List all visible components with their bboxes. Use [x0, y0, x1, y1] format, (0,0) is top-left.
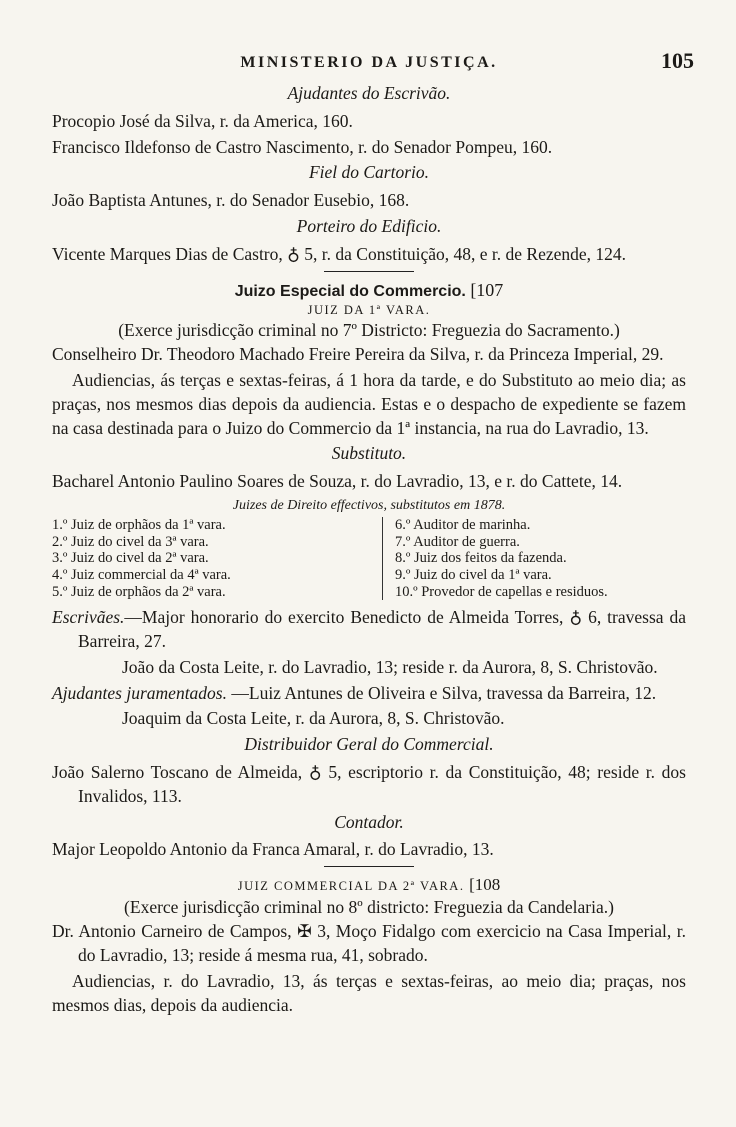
juizo-title-text: Juizo Especial do Commercio. — [234, 282, 466, 300]
entry-escrivaes — [52, 606, 686, 654]
audiencias-vara-1: Audiencias, ás terças e sextas-feiras, á 1 hora da tarde, e do Substituto ao meio dia; as praças, nos mesmos dias depois da audiencia. Estas e o despacho de expediente se fazem na casa destinada para o Juizo do Commercio da 1ª instancia, na rua do Lavradio, 13. — [52, 369, 686, 438]
list-item: 4.º Juiz commercial da 4ª vara. — [52, 566, 231, 583]
page-title: MINISTERIO DA JUSTIÇA. — [240, 54, 498, 71]
entry-ajudantes-juramentados — [52, 682, 686, 706]
vara-2-ref: [108 — [469, 875, 501, 895]
list-item: 8.º Juiz dos feitos da fazenda. — [395, 550, 567, 567]
juizes-list — [52, 517, 686, 600]
entry-distribuidor: João Salerno Toscano de Almeida, ♁ 5, escriptorio r. da Constituição, 48; reside r. dos Invalidos, 113. — [52, 762, 686, 806]
page-number: 105 — [661, 48, 694, 73]
heading-vara-2 — [52, 873, 686, 896]
ajudantes-label: Ajudantes juramentados. — [52, 682, 227, 703]
escrivaes-text-1: —Major honorario do exercito Benedicto de Almeida Torres, ♁ 6, travessa da Barreira, 27. — [78, 607, 686, 652]
escrivaes-label: Escrivães. — [52, 607, 125, 628]
heading-porteiro: Porteiro do Edificio. — [296, 215, 442, 236]
juizo-ref: [107 — [470, 279, 504, 300]
entry-porteiro: Vicente Marques Dias de Castro, ♁ 5, r. da Constituição, 48, e r. de Rezende, 124. — [52, 243, 627, 264]
list-item: 2.º Juiz do civel da 3ª vara. — [52, 533, 209, 550]
list-item: 7.º Auditor de guerra. — [395, 533, 520, 550]
jurisdiction-vara-1: (Exerce jurisdicção criminal no 7º Districto: Freguezia do Sacramento.) — [118, 320, 620, 341]
juizes-right-column — [382, 517, 608, 600]
entry-ajudante-1: Procopio José da Silva, r. da America, 160. — [52, 110, 353, 131]
list-item: 1.º Juiz de orphãos da 1ª vara. — [52, 516, 226, 533]
list-item: 9.º Juiz do civel da 1ª vara. — [395, 566, 552, 583]
entry-ajudante-juramentado-2: Joaquim da Costa Leite, r. da Aurora, 8, S. Christovão. — [122, 708, 505, 729]
heading-distribuidor: Distribuidor Geral do Commercial. — [244, 734, 494, 755]
entry-fiel-cartorio: João Baptista Antunes, r. do Senador Eusebio, 168. — [52, 190, 410, 211]
heading-vara-1: JUIZ DA 1ª VARA. — [307, 303, 431, 318]
section-divider — [324, 866, 414, 867]
heading-fiel-cartorio: Fiel do Cartorio. — [308, 162, 430, 183]
heading-juizes-effectivos: Juizes de Direito effectivos, substitutos em 1878. — [232, 497, 506, 513]
heading-contador: Contador. — [334, 811, 404, 832]
heading-ajudantes-escrivao: Ajudantes do Escrivão. — [287, 83, 451, 103]
jurisdiction-vara-2: (Exerce jurisdicção criminal no 8º districto: Freguezia da Candelaria.) — [124, 897, 614, 918]
list-item: 6.º Auditor de marinha. — [395, 516, 531, 533]
heading-substituto: Substituto. — [331, 443, 407, 464]
judge-vara-2: Dr. Antonio Carneiro de Campos, ✠ 3, Moço Fidalgo com exercicio na Casa Imperial, r. do Lavradio, 13; reside á mesma rua, 41, sobrado. — [52, 921, 686, 965]
juizes-left-column — [52, 517, 382, 600]
page-header — [52, 48, 694, 80]
list-item: 3.º Juiz do civel da 2ª vara. — [52, 550, 209, 567]
entry-ajudante-2: Francisco Ildefonso de Castro Nascimento, r. do Senador Pompeu, 160. — [52, 136, 553, 157]
entry-escrivao-2: João da Costa Leite, r. do Lavradio, 13; reside r. da Aurora, 8, S. Christovão. — [122, 656, 658, 677]
vara-2-heading-text: JUIZ COMMERCIAL DA 2ª VARA. — [237, 879, 465, 894]
list-item: 5.º Juiz de orphãos da 2ª vara. — [52, 583, 226, 600]
entry-substituto: Bacharel Antonio Paulino Soares de Souza, r. do Lavradio, 13, e r. do Cattete, 14. — [52, 471, 623, 492]
ajudantes-text-1: —Luiz Antunes de Oliveira e Silva, travessa da Barreira, 12. — [227, 682, 657, 703]
section-divider — [324, 271, 414, 272]
list-item: 10.º Provedor de capellas e residuos. — [395, 583, 608, 600]
judge-vara-1: Conselheiro Dr. Theodoro Machado Freire Pereira da Silva, r. da Princeza Imperial, 29. — [52, 344, 664, 365]
entry-contador: Major Leopoldo Antonio da Franca Amaral, r. do Lavradio, 13. — [52, 839, 494, 860]
audiencias-vara-2: Audiencias, r. do Lavradio, 13, ás terças e sextas-feiras, ao meio dia; praças, nos mesmos dias, depois da audiencia. — [52, 970, 686, 1015]
section-title-juizo-commercio — [52, 278, 686, 303]
